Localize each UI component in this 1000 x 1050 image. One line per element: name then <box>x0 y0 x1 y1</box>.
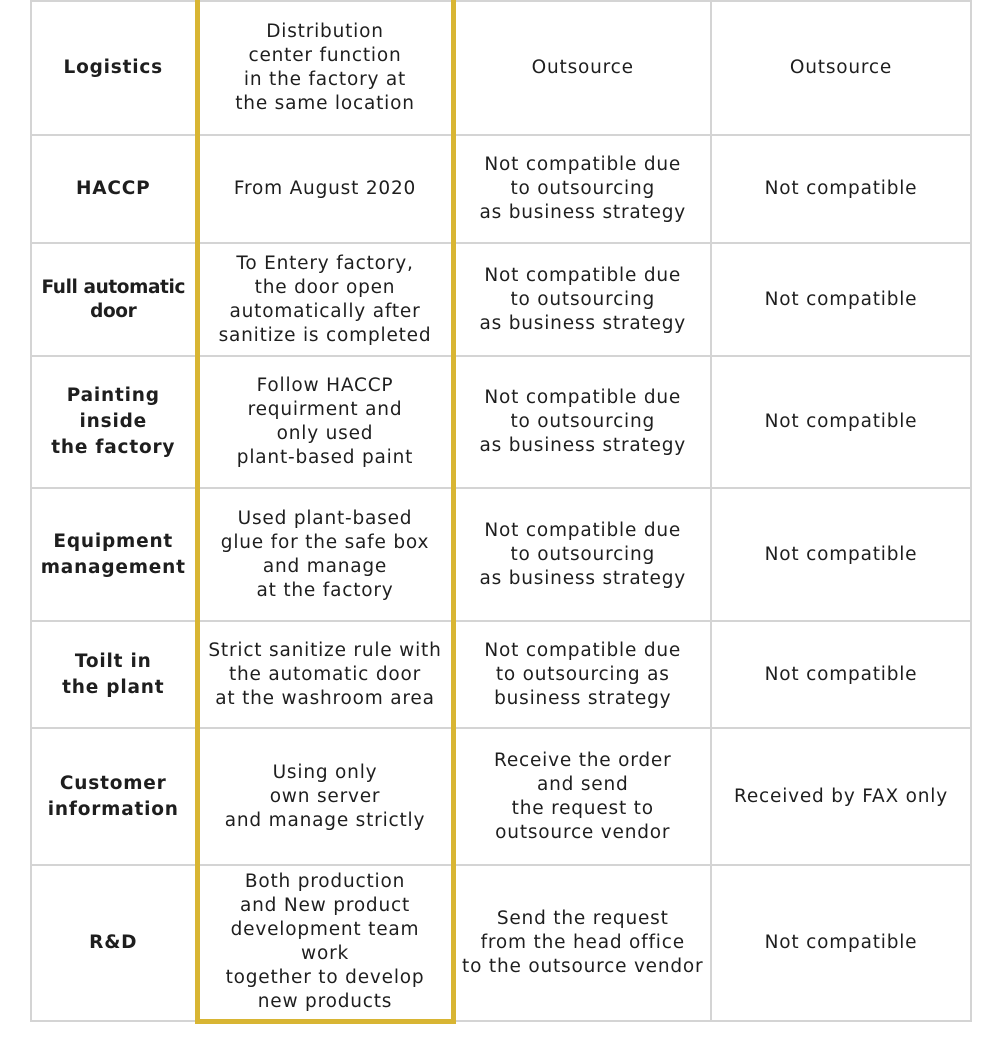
table-row-toilet <box>31 621 971 728</box>
own-company-cell: To Entery factory, the door open automatically after sanitize is completed <box>197 243 453 356</box>
competitor-a-cell: Outsource <box>453 1 711 135</box>
row-label: Customer information <box>31 728 197 865</box>
competitor-a-cell: Not compatible due to outsourcing as business strategy <box>453 243 711 356</box>
table-row-equipment <box>31 488 971 621</box>
row-label: Painting inside the factory <box>31 356 197 488</box>
row-label: Toilt in the plant <box>31 621 197 728</box>
table-row-automatic-door <box>31 243 971 356</box>
competitor-b-cell: Not compatible <box>711 621 971 728</box>
competitor-a-cell: Not compatible due to outsourcing as business strategy <box>453 135 711 243</box>
row-label: Logistics <box>31 1 197 135</box>
competitor-b-cell: Received by FAX only <box>711 728 971 865</box>
row-label: Equipment management <box>31 488 197 621</box>
comparison-table <box>30 0 972 1024</box>
row-label: Full automatic door <box>31 243 197 356</box>
own-company-cell: Follow HACCP requirment and only used plant-based paint <box>197 356 453 488</box>
table-row-haccp <box>31 135 971 243</box>
competitor-b-cell: Not compatible <box>711 356 971 488</box>
competitor-a-cell: Receive the order and send the request to outsource vendor <box>453 728 711 865</box>
competitor-a-cell: Not compatible due to outsourcing as business strategy <box>453 488 711 621</box>
row-label: R&D <box>31 865 197 1021</box>
own-company-cell: Using only own server and manage strictly <box>197 728 453 865</box>
own-company-cell: Distribution center function in the factory at the same location <box>197 1 453 135</box>
competitor-a-cell: Not compatible due to outsourcing as business strategy <box>453 356 711 488</box>
own-company-cell: From August 2020 <box>197 135 453 243</box>
table-row-logistics <box>31 1 971 135</box>
competitor-a-cell: Send the request from the head office to the outsource vendor <box>453 865 711 1021</box>
table-row-customer-info <box>31 728 971 865</box>
own-company-cell: Used plant-based glue for the safe box and manage at the factory <box>197 488 453 621</box>
row-label: HACCP <box>31 135 197 243</box>
competitor-b-cell: Not compatible <box>711 243 971 356</box>
own-company-cell: Strict sanitize rule with the automatic door at the washroom area <box>197 621 453 728</box>
competitor-b-cell: Not compatible <box>711 135 971 243</box>
competitor-b-cell: Not compatible <box>711 488 971 621</box>
table-row-painting <box>31 356 971 488</box>
competitor-a-cell: Not compatible due to outsourcing as business strategy <box>453 621 711 728</box>
table-row-rnd <box>31 865 971 1021</box>
competitor-b-cell: Outsource <box>711 1 971 135</box>
competitor-b-cell: Not compatible <box>711 865 971 1021</box>
own-company-cell: Both production and New product development team work together to develop new products <box>197 865 453 1021</box>
